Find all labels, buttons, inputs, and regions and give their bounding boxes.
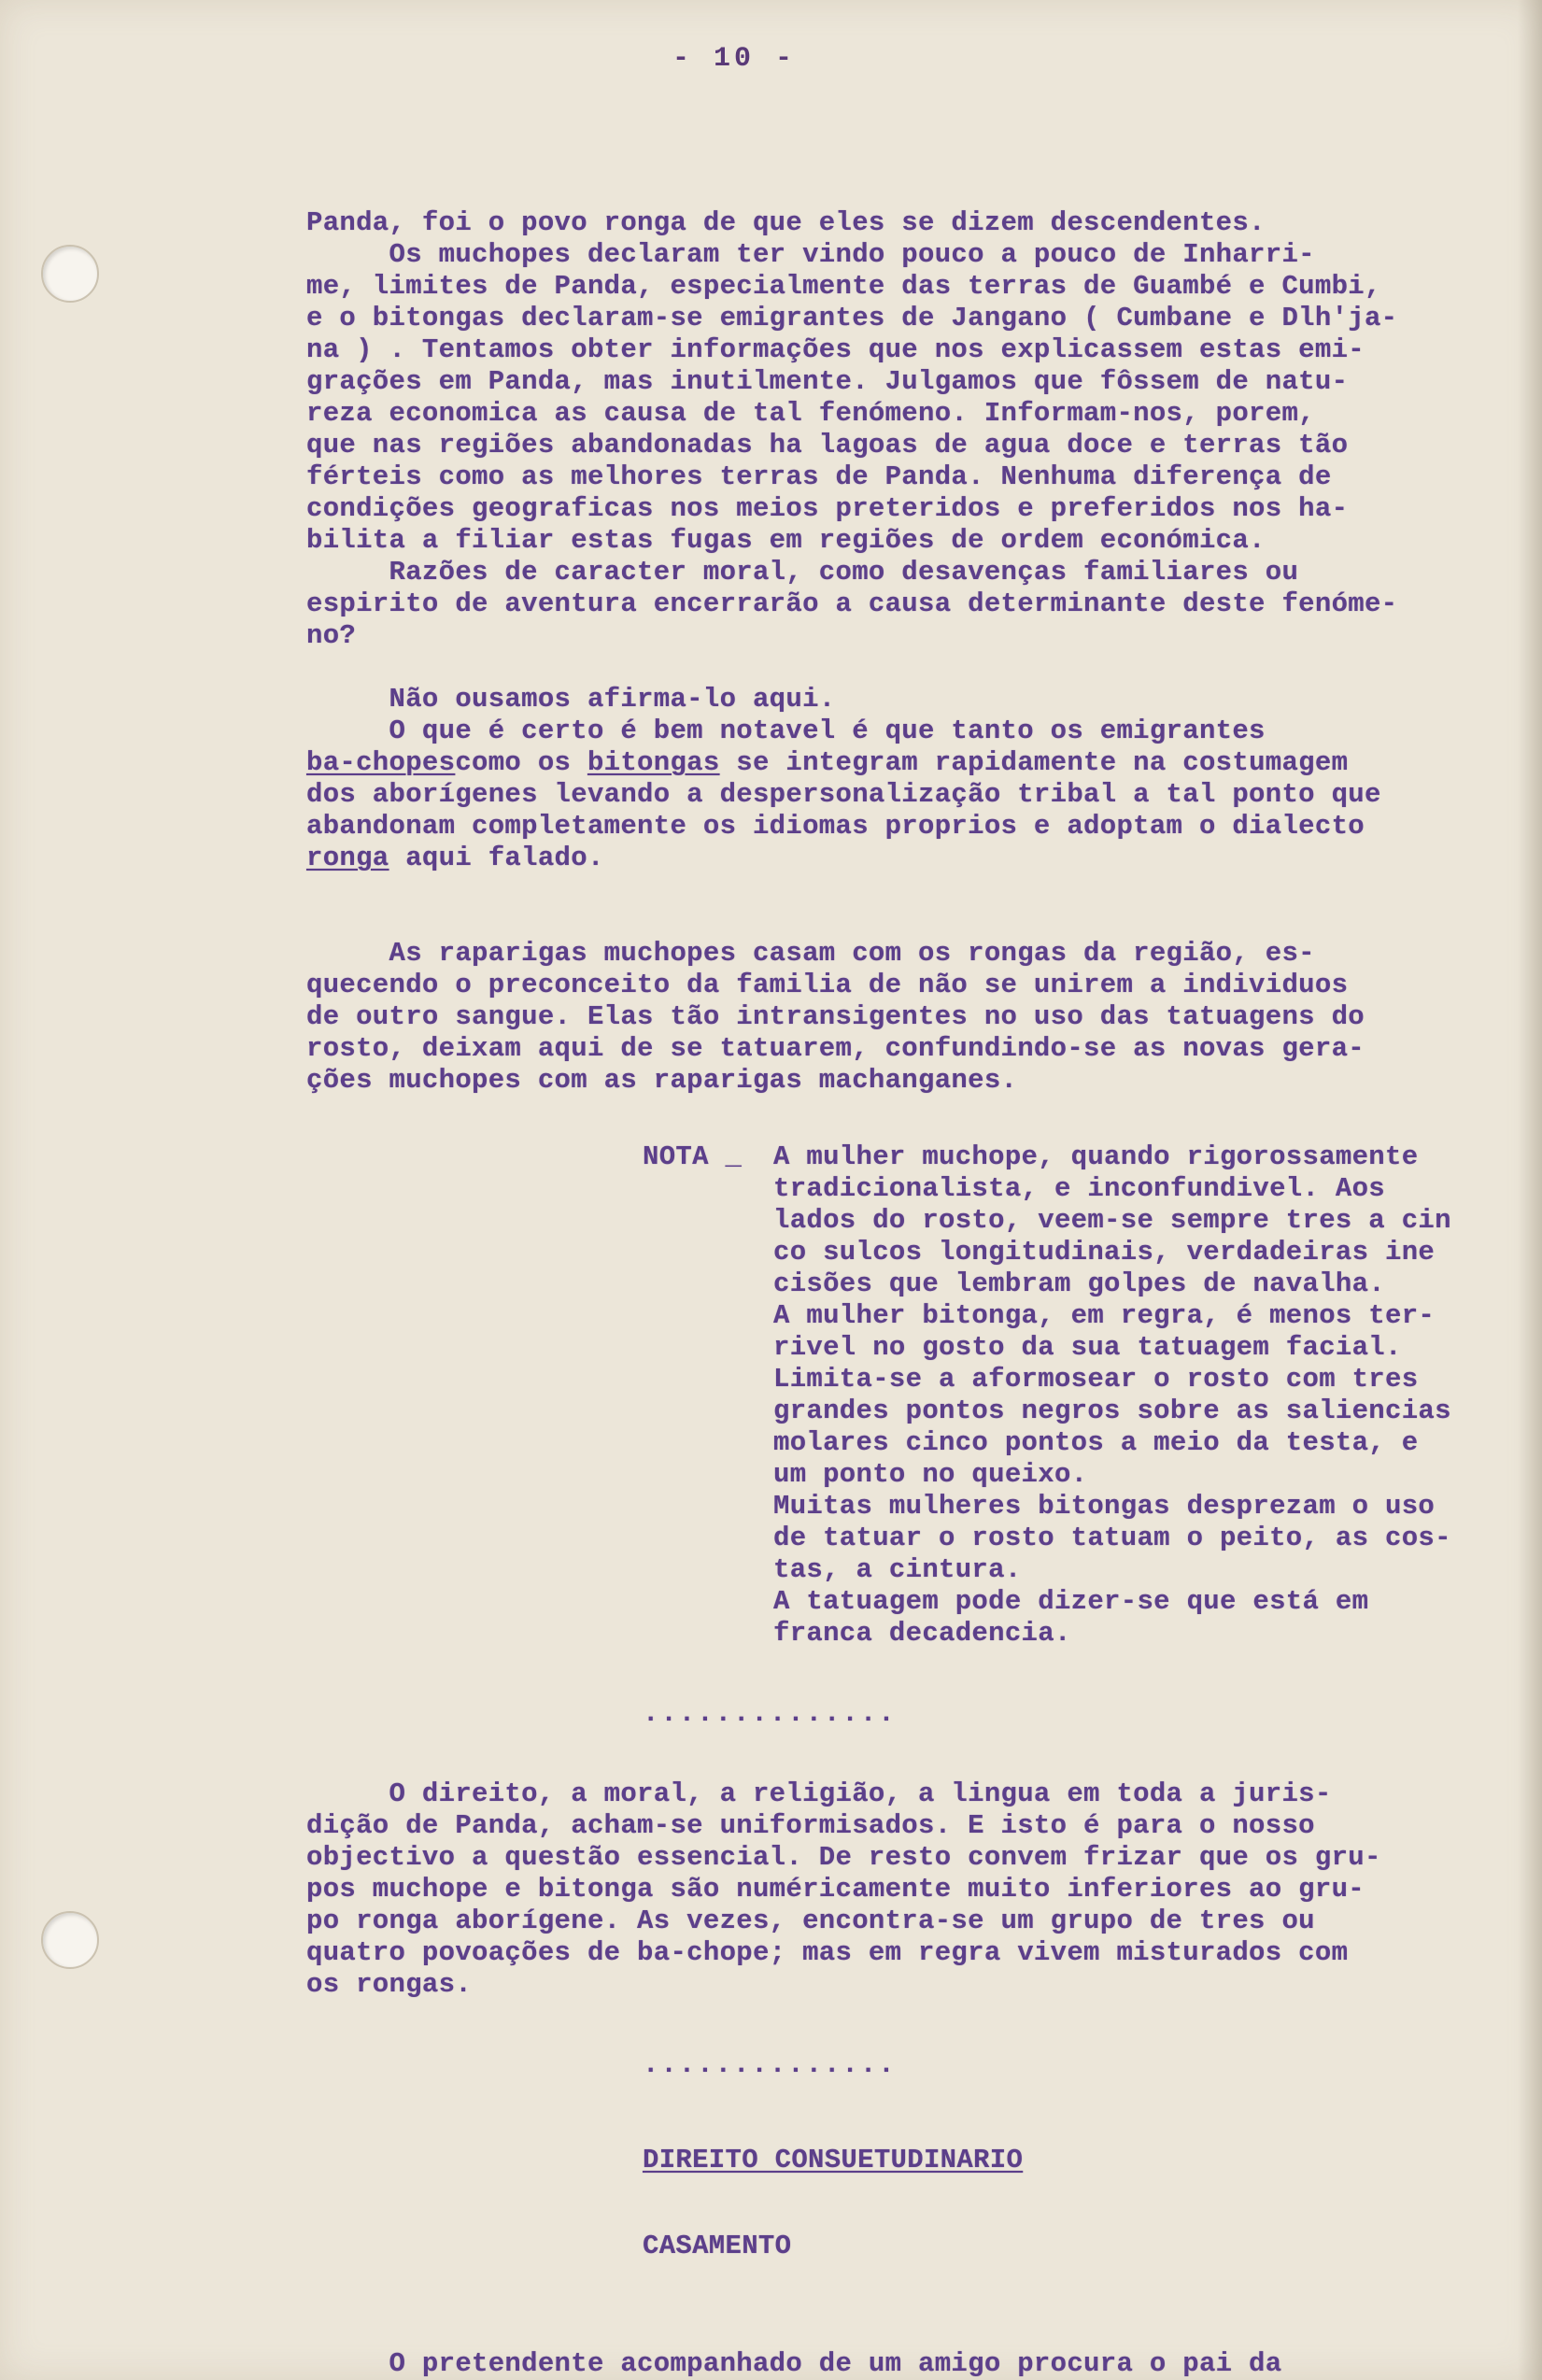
typed-text-body: [306, 207, 1502, 2380]
note-block: [643, 1141, 1502, 1650]
text-fragment: se integram rapidamente na costumagem: [719, 747, 1349, 778]
text-line: Os muchopes declaram ter vindo pouco a pouco de Inharri-: [306, 239, 1315, 270]
text-line: de outro sangue. Elas tão intransigentes no uso das tatuagens do: [306, 1001, 1365, 1032]
text-line: O direito, a moral, a religião, a lingua em toda a juris-: [306, 1778, 1332, 1809]
note-line: cisões que lembram golpes de navalha.: [773, 1268, 1386, 1299]
text-line: O pretendente acompanhado de um amigo procura o pai da: [306, 2348, 1282, 2379]
text-line: e o bitongas declaram-se emigrantes de Jangano ( Cumbane e Dlh'ja-: [306, 303, 1398, 333]
paragraph-integration: [306, 715, 1502, 874]
text-fragment: aqui falado.: [389, 843, 604, 873]
text-line: [306, 747, 1502, 779]
note-line: franca decadencia.: [773, 1618, 1071, 1649]
note-label: NOTA _: [643, 1141, 743, 1172]
text-line: na ) . Tentamos obter informações que nos explicassem estas emi-: [306, 334, 1365, 365]
text-line: [306, 843, 1502, 874]
paragraph-line: Não ousamos afirma-lo aqui.: [306, 684, 836, 715]
text-line: quatro povoações de ba-chope; mas em regra vivem misturados com: [306, 1937, 1349, 1968]
text-line: os rongas.: [306, 1969, 473, 2000]
punch-hole-top: [41, 245, 99, 303]
text-line: rosto, deixam aqui de se tatuarem, confundindo-se as novas gera-: [306, 1033, 1365, 1064]
note-line: um ponto no queixo.: [773, 1459, 1088, 1490]
page-number: - 10 -: [672, 43, 797, 75]
subsection-heading: CASAMENTO: [643, 2231, 792, 2261]
text-line: férteis como as melhores terras de Panda. Nenhuma diferença de: [306, 461, 1332, 492]
note-line: A mulher bitonga, em regra, é menos ter-: [773, 1300, 1436, 1331]
text-line: ções muchopes com as raparigas machanganes.: [306, 1065, 1018, 1096]
text-line: po ronga aborígene. As vezes, encontra-se um grupo de tres ou: [306, 1905, 1315, 1936]
note-line: tas, a cintura.: [773, 1554, 1022, 1585]
note-line: co sulcos longitudinais, verdadeiras ine: [773, 1237, 1436, 1268]
text-fragment: como os: [455, 747, 587, 778]
text-line: As raparigas muchopes casam com os rongas da região, es-: [306, 938, 1315, 969]
note-line: tradicionalista, e inconfundivel. Aos: [773, 1173, 1386, 1204]
text-line: reza economica as causa de tal fenómeno. Informam-nos, porem,: [306, 398, 1315, 429]
paragraph-law: [306, 1778, 1502, 2001]
text-line: O que é certo é bem notavel é que tanto os emigrantes: [306, 715, 1266, 746]
text-line: objectivo a questão essencial. De resto convem frizar que os gru-: [306, 1842, 1381, 1873]
note-line: A tatuagem pode dizer-se que está em: [773, 1586, 1369, 1617]
text-line: espirito de aventura encerrarão a causa determinante deste fenóme-: [306, 588, 1398, 619]
text-line: condições geograficas nos meios preteridos e preferidos nos ha-: [306, 493, 1349, 524]
separator-dots: ..............: [643, 2049, 897, 2080]
underlined-term: ronga: [306, 843, 389, 873]
note-line: grandes pontos negros sobre as saliencias: [773, 1395, 1451, 1426]
note-line: A mulher muchope, quando rigorossamente: [773, 1141, 1419, 1172]
page-edge-shadow: [1518, 0, 1542, 2380]
text-line: quecendo o preconceito da familia de não se unirem a individuos: [306, 970, 1349, 1000]
note-line: Limita-se a aformosear o rosto com tres: [773, 1364, 1419, 1395]
text-line: bilita a filiar estas fugas em regiões de ordem económica.: [306, 525, 1266, 556]
text-line: grações em Panda, mas inutilmente. Julgamos que fôssem de natu-: [306, 366, 1349, 397]
paragraph-marriage: [306, 938, 1502, 1097]
text-line: Razões de caracter moral, como desavenças familiares ou: [306, 557, 1299, 588]
punch-hole-bottom: [41, 1911, 99, 1969]
note-line: de tatuar o rosto tatuam o peito, as cos-: [773, 1523, 1451, 1553]
text-line: dos aborígenes levando a despersonalização tribal a tal ponto que: [306, 779, 1381, 810]
text-line: Panda, foi o povo ronga de que eles se dizem descendentes.: [306, 207, 1266, 238]
text-line: que nas regiões abandonadas ha lagoas de agua doce e terras tão: [306, 430, 1349, 460]
note-line: Muitas mulheres bitongas desprezam o uso: [773, 1491, 1436, 1522]
text-line: dição de Panda, acham-se uniformisados. E isto é para o nosso: [306, 1810, 1315, 1841]
note-line: molares cinco pontos a meio da testa, e: [773, 1427, 1419, 1458]
text-line: pos muchope e bitonga são numéricamente muito inferiores ao gru-: [306, 1874, 1365, 1905]
text-line: abandonam completamente os idiomas proprios e adoptam o dialecto: [306, 811, 1365, 842]
note-line: lados do rosto, veem-se sempre tres a cin: [773, 1205, 1451, 1236]
text-line: no?: [306, 620, 357, 651]
text-line: me, limites de Panda, especialmente das terras de Guambé e Cumbi,: [306, 271, 1381, 302]
paragraph-origins: [306, 207, 1502, 652]
note-line: rivel no gosto da sua tatuagem facial.: [773, 1332, 1402, 1363]
underlined-term: ba-chopes: [306, 747, 456, 778]
note-body: [773, 1141, 1502, 1650]
underlined-term: bitongas: [587, 747, 720, 778]
separator-dots: ..............: [643, 1698, 897, 1729]
section-heading: DIREITO CONSUETUDINARIO: [643, 2145, 1024, 2175]
